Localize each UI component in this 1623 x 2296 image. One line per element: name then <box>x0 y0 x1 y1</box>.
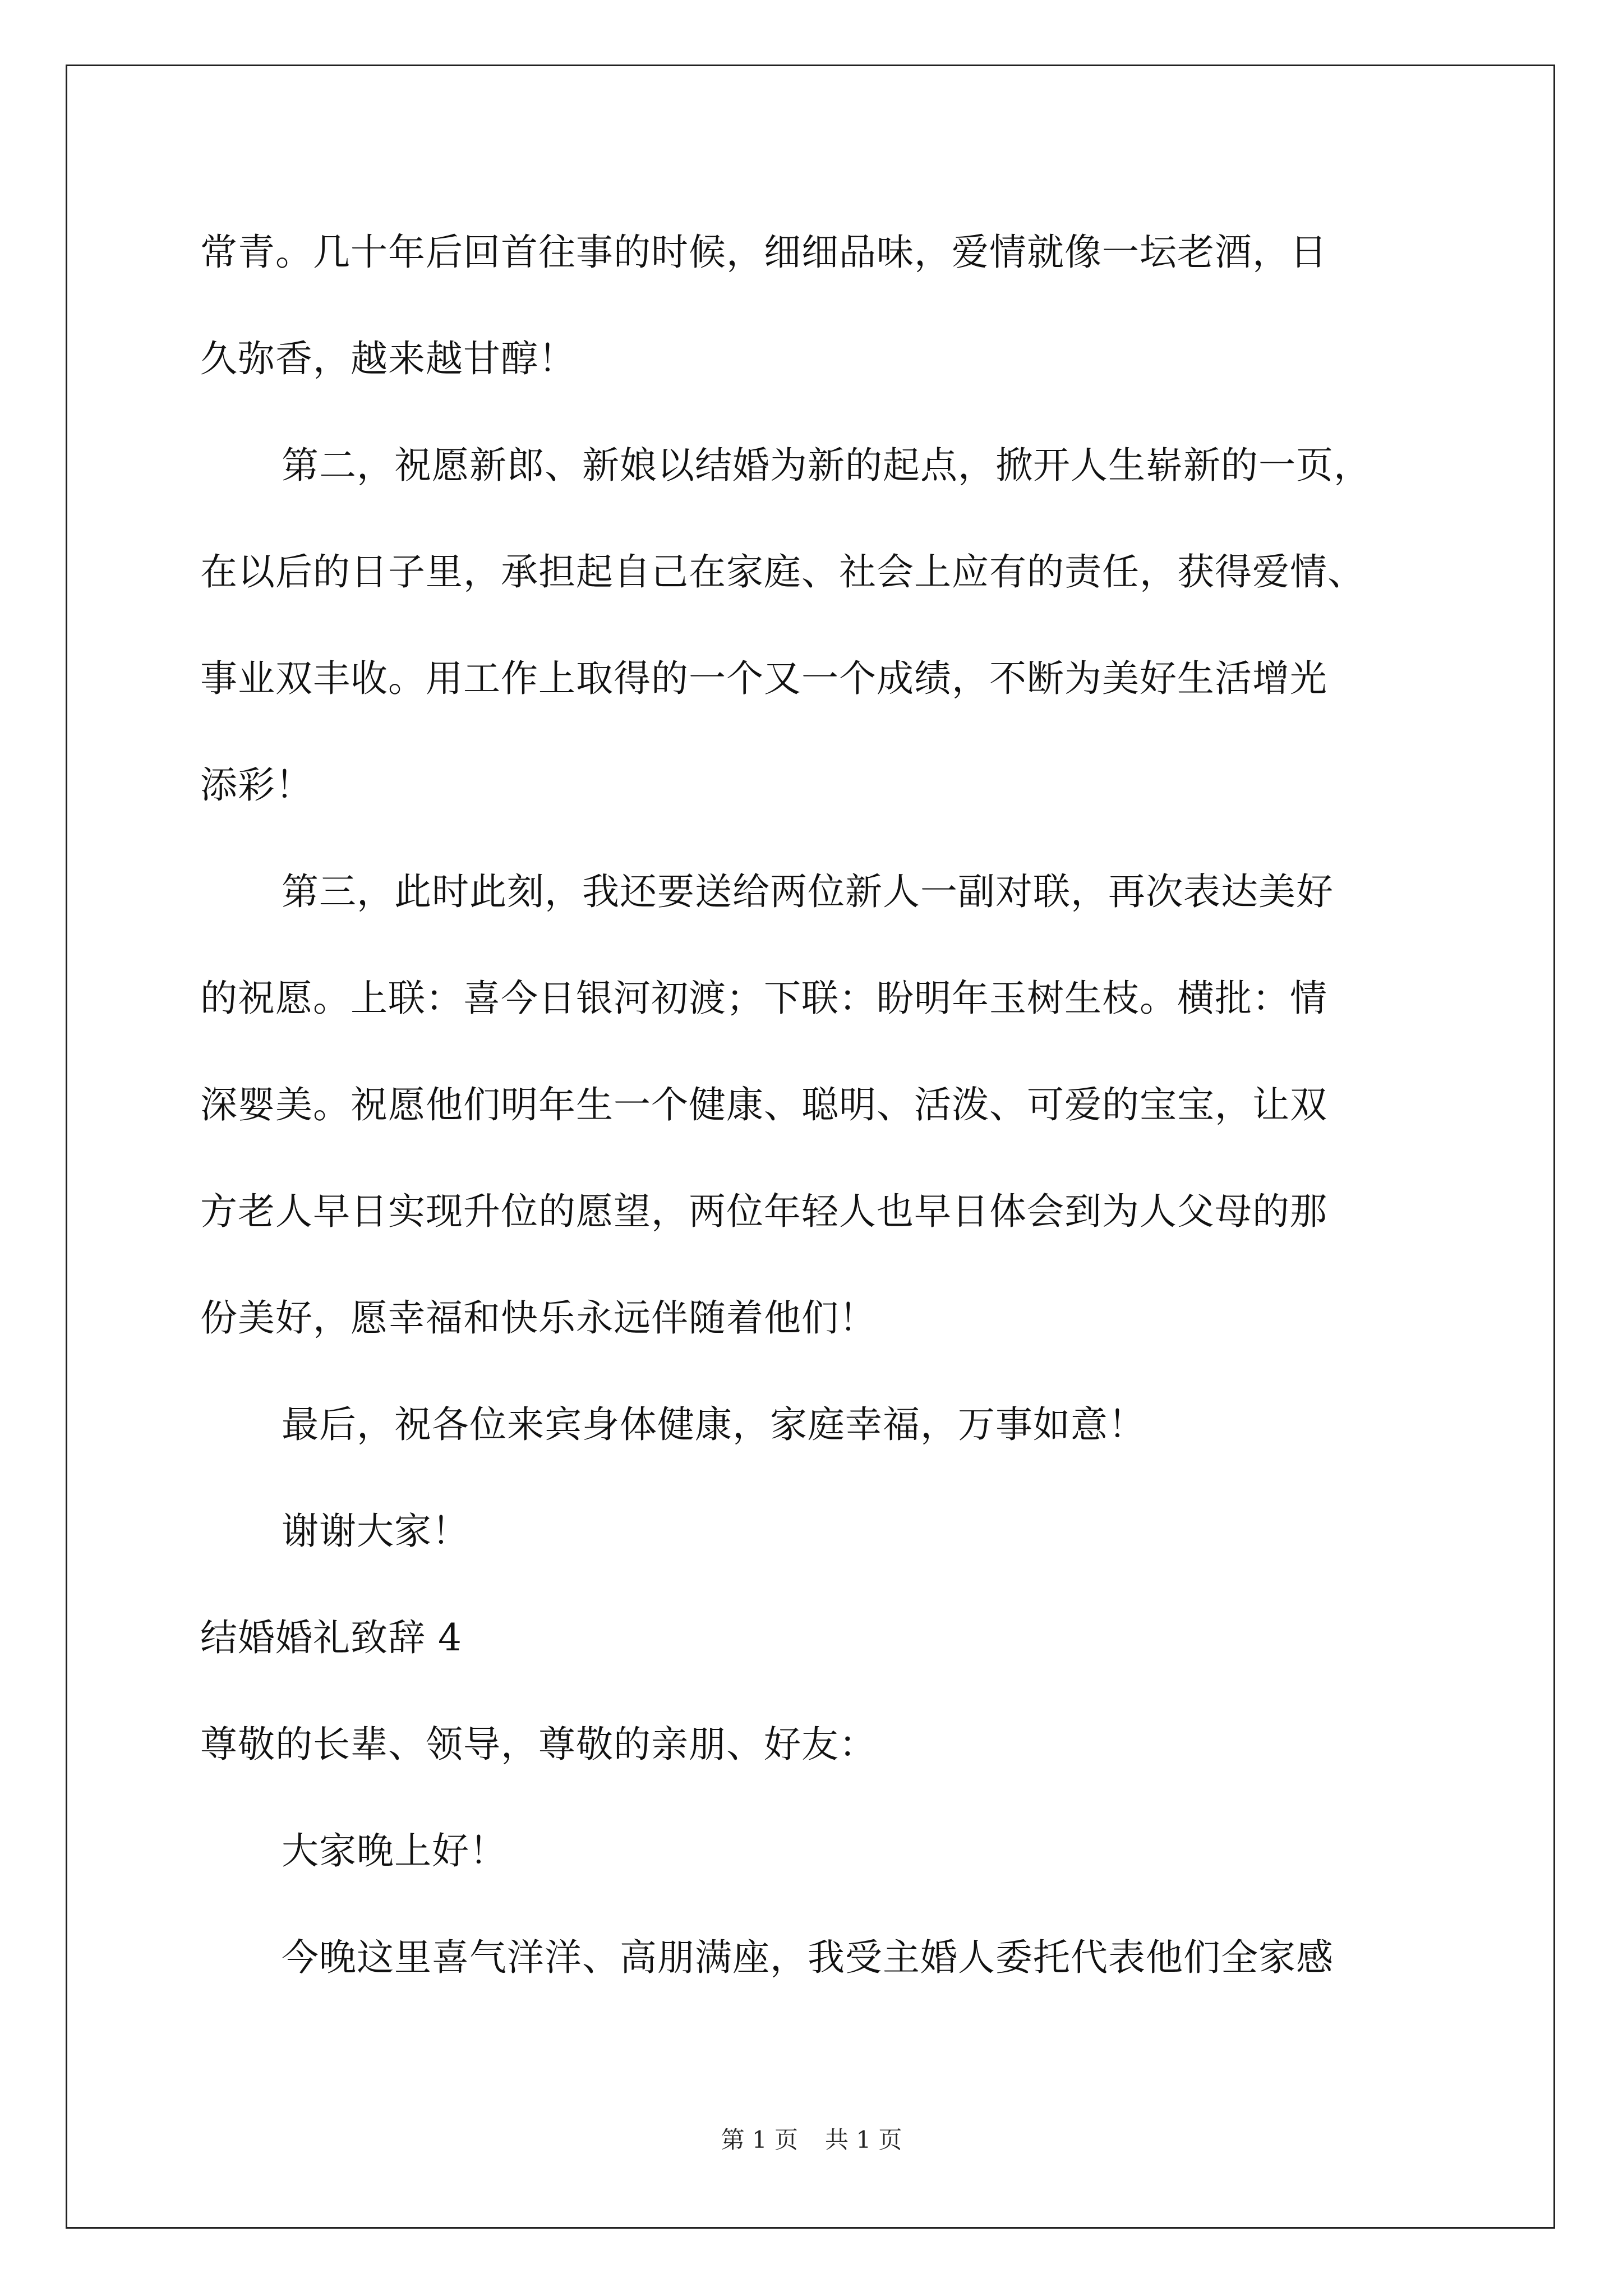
text-line: 谢谢大家！ <box>282 1510 469 1553</box>
text-line: 的祝愿。上联：喜今日银河初渡；下联：盼明年玉树生枝。横批：情 <box>200 977 1327 1020</box>
text-line: 久弥香，越来越甘醇！ <box>200 337 576 380</box>
text-line: 方老人早日实现升位的愿望，两位年轻人也早日体会到为人父母的那 <box>200 1190 1327 1233</box>
greeting: 大家晚上好！ <box>282 1829 507 1872</box>
salutation: 尊敬的长辈、领导，尊敬的亲朋、好友： <box>200 1723 877 1766</box>
text-line: 在以后的日子里，承担起自己在家庭、社会上应有的责任，获得爱情、 <box>200 550 1365 593</box>
section-heading: 结婚婚礼致辞 4 <box>200 1616 462 1659</box>
text-line: 常青。几十年后回首往事的时候，细细品味，爱情就像一坛老酒，日 <box>200 231 1327 274</box>
page-footer <box>0 2122 1623 2155</box>
document-body <box>200 220 1434 2032</box>
text-line: 第二，祝愿新郎、新娘以结婚为新的起点，掀开人生崭新的一页， <box>282 444 1371 487</box>
text-line: 添彩！ <box>200 763 313 807</box>
page-total: 共 1 页 <box>825 2126 902 2154</box>
text-line: 今晚这里喜气洋洋、高朋满座，我受主婚人委托代表他们全家感 <box>282 1936 1334 1979</box>
text-line: 事业双丰收。用工作上取得的一个又一个成绩，不断为美好生活增光 <box>200 657 1327 700</box>
text-line: 份美好，愿幸福和快乐永远伴随着他们！ <box>200 1296 877 1340</box>
page-number: 第 1 页 <box>721 2126 798 2154</box>
text-line: 最后，祝各位来宾身体健康，家庭幸福，万事如意！ <box>282 1403 1146 1446</box>
text-line: 第三，此时此刻，我还要送给两位新人一副对联，再次表达美好 <box>282 870 1334 913</box>
text-line: 深婴美。祝愿他们明年生一个健康、聪明、活泼、可爱的宝宝，让双 <box>200 1083 1327 1126</box>
